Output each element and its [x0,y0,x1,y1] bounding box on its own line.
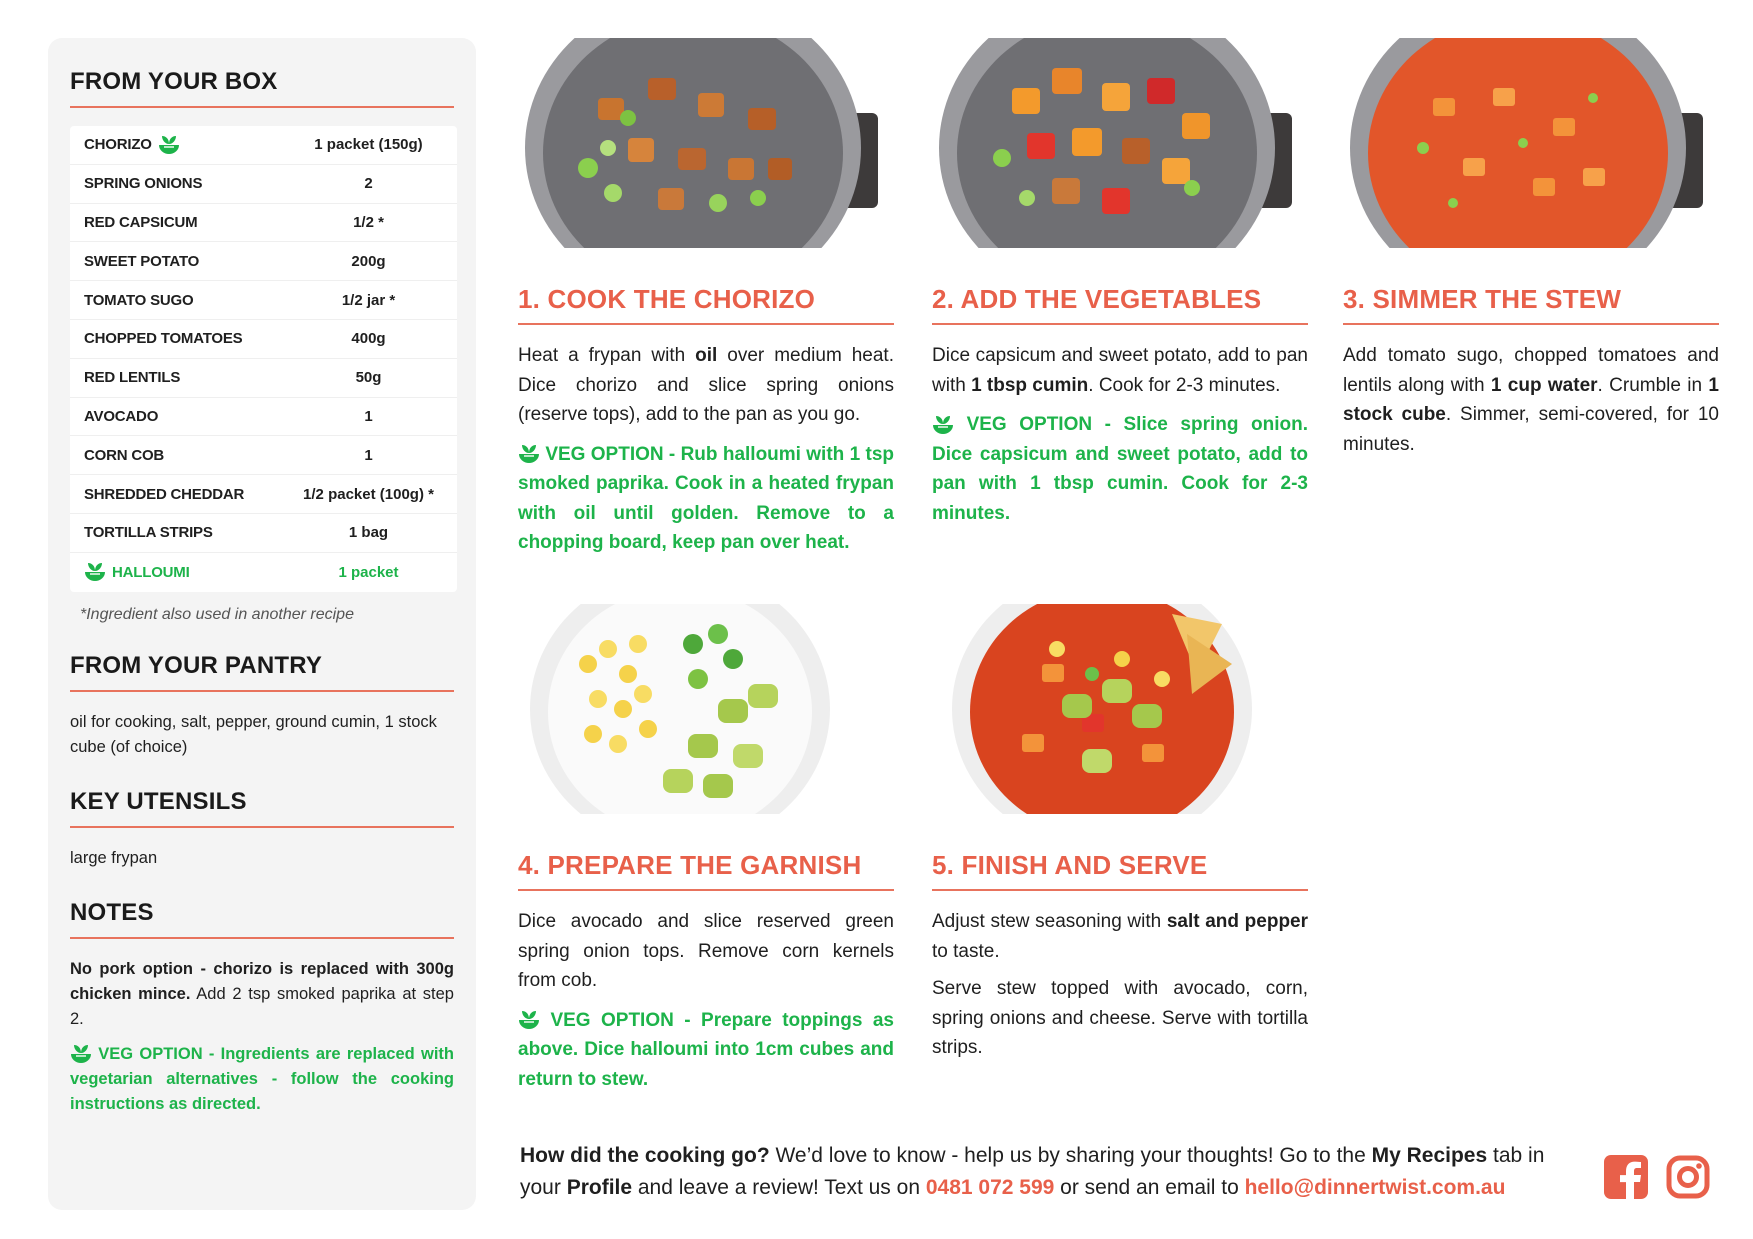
ingredient-name: TORTILLA STRIPS [84,524,213,542]
no-pork-note [70,957,454,1032]
step-3-photo [1343,38,1719,248]
ingredient-row [70,320,457,359]
ingredient-quantity: 1 [364,407,373,425]
veg-option-text: VEG OPTION - Slice spring onion. Dice capsicum and sweet potato, add to pan with 1 tbsp cumin. Cook for 2-3 minutes. [932,414,1309,524]
veg-option-icon [70,1044,92,1064]
step-4-title: 4. PREPARE THE GARNISH [518,850,894,891]
step-4-photo [518,604,894,814]
from-your-pantry-title: FROM YOUR PANTRY [70,652,454,692]
no-pork-rest: Add 2 tsp smoked paprika at step 2. [70,984,454,1028]
ingredient-name-cell [70,524,300,541]
instagram-icon[interactable] [1666,1155,1710,1199]
step-2-photo [932,38,1308,248]
utensils-text: large frypan [70,848,158,867]
text: . Cook for 2-3 minutes. [1088,374,1281,396]
footer-text: tab in your [520,1144,1545,1199]
ingredient-quantity: 1/2 packet (100g) * [303,485,434,503]
pantry-text: oil for cooking, salt, pepper, ground cumin, 1 stock cube (of choice) [70,712,437,756]
text: to taste. [932,940,1000,962]
key-utensils-title: KEY UTENSILS [70,788,454,828]
ingredient-quantity: 1/2 * [353,213,384,231]
ingredient-row [70,475,457,514]
step-5-text [932,907,1308,966]
ingredient-quantity: 400g [351,330,386,348]
step-3 [1343,38,1719,459]
footer-text: We’d love to know - help us by sharing your thoughts! Go to the [769,1144,1372,1167]
feedback-question: How did the cooking go? [520,1144,770,1167]
ingredient-name: HALLOUMI [112,563,190,581]
ingredient-name-cell [70,214,300,231]
ingredient-row [70,242,457,281]
step-1-title: 1. COOK THE CHORIZO [518,284,894,325]
ingredient-quantity: 1/2 jar * [341,291,396,309]
ingredient-name-cell [70,562,300,582]
text-bold: 1 stock cube [1343,374,1719,425]
veg-option-note [70,1042,454,1117]
profile-link[interactable]: Profile [566,1176,633,1199]
text-bold: salt and pepper [1166,911,1309,932]
text-bold: oil [695,345,718,366]
step-5 [932,604,1308,1063]
ingredient-name: AVOCADO [84,407,159,425]
veg-option-icon [518,444,540,464]
text: . Crumble in [1597,374,1709,396]
ingredient-row [70,359,457,398]
step-2 [932,38,1308,528]
step-2-title: 2. ADD THE VEGETABLES [932,284,1308,325]
text: over medium heat. Dice chorizo and slice spring onions (reserve tops), add to the pan as you go. [518,345,894,425]
ingredient-quantity: 1 packet (150g) [314,136,423,154]
veg-option-note-text: VEG OPTION - Ingredients are replaced with vegetarian alternatives - follow the cooking instructions as directed. [70,1044,454,1113]
step-4 [518,604,894,1094]
step-3-text [1343,341,1719,459]
ingredient-name: SPRING ONIONS [84,175,203,193]
ingredient-quantity: 1 bag [348,524,389,542]
ingredient-name-cell [70,292,300,309]
ingredient-name: CHOPPED TOMATOES [84,330,243,348]
ingredient-row [70,514,457,553]
step-4-text [518,907,894,996]
ingredient-name: RED LENTILS [84,369,181,387]
ingredient-quantity: 1 packet [338,563,399,581]
ingredient-name-cell [70,253,300,270]
ingredient-name: SHREDDED CHEDDAR [84,485,245,503]
email-link[interactable]: hello@dinnertwist.com.au [1244,1176,1506,1199]
ingredient-name-cell [70,175,300,192]
ingredients-panel [48,38,476,1210]
step-1-text [518,341,894,430]
ingredient-row [70,398,457,437]
no-pork-bold: No pork option - chorizo is replaced with 300g chicken mince. [70,959,454,1003]
ingredient-quantity: 2 [364,175,373,193]
step-2-text [932,341,1308,400]
veg-option-icon [84,562,106,582]
text: Dice avocado and slice reserved green spring onion tops. Remove corn kernels from cob. [518,911,894,991]
ingredient-quantity: 1 [364,446,373,464]
text: . Simmer, semi-covered, for 10 minutes. [1343,404,1719,455]
ingredient-name-cell [70,135,300,155]
ingredient-name-cell [70,408,300,425]
ingredient-quantity: 50g [355,369,382,387]
ingredient-row [70,126,457,165]
veg-option-icon [932,415,954,435]
footer-text: or send an email to [1054,1176,1245,1199]
my-recipes-link[interactable]: My Recipes [1371,1144,1488,1167]
footer-text: and leave a review! Text us on [632,1176,926,1199]
veg-option-text: VEG OPTION - Rub halloumi with 1 tsp smoked paprika. Cook in a heated frypan with oil until golden. Remove to a chopping board, keep pan over heat. [518,443,894,553]
ingredient-name-cell [70,330,300,347]
ingredient-footnote: *Ingredient also used in another recipe [80,605,354,623]
ingredient-row [70,204,457,243]
veg-option-text: VEG OPTION - Prepare toppings as above. Dice halloumi into 1cm cubes and return to stew. [518,1009,894,1090]
step-4-veg-option [518,1006,894,1095]
text-bold: 1 tbsp cumin [971,374,1089,396]
veg-swap-icon [158,135,180,155]
ingredient-name: CORN COB [84,446,165,464]
text: Heat a frypan with [518,345,696,366]
step-1-veg-option [518,440,894,558]
step-5-photo [932,604,1308,814]
feedback-footer [520,1140,1580,1204]
step-1-photo [518,38,894,248]
text-bold: 1 cup water [1490,374,1598,396]
text: Add tomato sugo, chopped tomatoes and lentils along with [1343,345,1719,396]
facebook-icon[interactable] [1604,1155,1648,1199]
step-3-title: 3. SIMMER THE STEW [1343,284,1719,325]
step-5-text-2: Serve stew topped with avocado, corn, spring onions and cheese. Serve with tortilla strips. [932,978,1308,1058]
notes-title: NOTES [70,899,454,939]
ingredient-name: CHORIZO [84,136,152,154]
ingredient-row [70,281,457,320]
ingredient-name-cell [70,486,300,503]
ingredient-row [70,553,457,592]
ingredient-row [70,165,457,204]
ingredient-quantity: 200g [351,252,386,270]
step-2-veg-option [932,410,1308,528]
text: Adjust stew seasoning with [932,911,1167,932]
step-5-title: 5. FINISH AND SERVE [932,850,1308,891]
ingredient-name-cell [70,369,300,386]
ingredient-row [70,436,457,475]
ingredients-table [70,126,457,592]
from-your-box-title: FROM YOUR BOX [70,68,454,108]
ingredient-name: SWEET POTATO [84,252,200,270]
veg-option-icon [518,1010,540,1030]
phone-link[interactable]: 0481 072 599 [925,1176,1055,1199]
ingredient-name-cell [70,447,300,464]
text: Dice capsicum and sweet potato, add to pan with [932,345,1308,396]
step-1 [518,38,894,558]
ingredient-name: TOMATO SUGO [84,291,194,309]
ingredient-name: RED CAPSICUM [84,213,198,231]
